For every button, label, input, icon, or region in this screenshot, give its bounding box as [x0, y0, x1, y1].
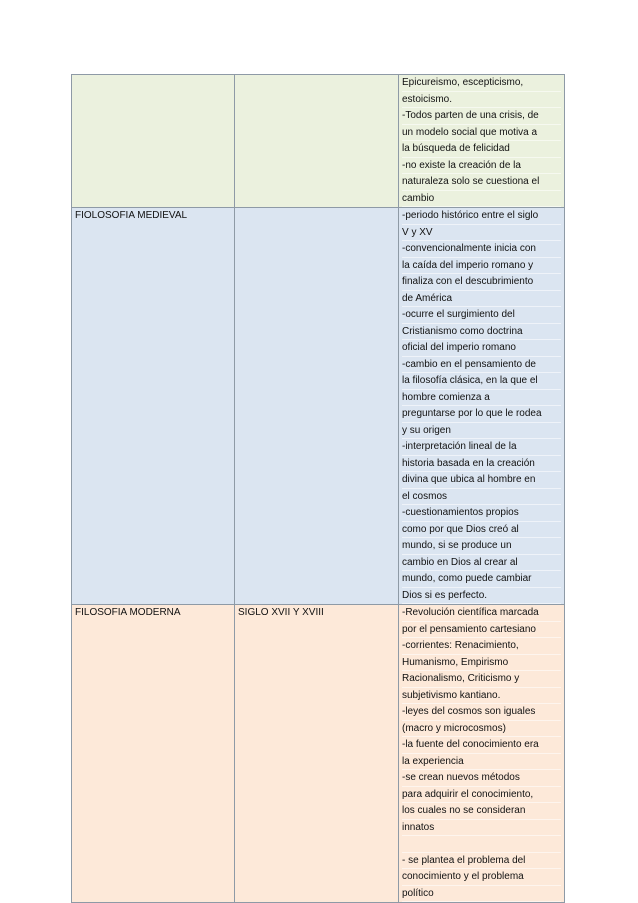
description-line: -Todos parten de una crisis, de [402, 108, 561, 125]
description-line: conocimiento y el problema [402, 869, 561, 886]
era-cell [235, 208, 399, 605]
description-line: un modelo social que motiva a [402, 125, 561, 142]
description-line: hombre comienza a [402, 390, 561, 407]
description-line: -interpretación lineal de la [402, 439, 561, 456]
description-line: la experiencia [402, 754, 561, 771]
description-line: Humanismo, Empirismo [402, 655, 561, 672]
description-line: - se plantea el problema del [402, 853, 561, 870]
description-line: cambio en Dios al crear al [402, 555, 561, 572]
description-line: mundo, si se produce un [402, 538, 561, 555]
description-line: los cuales no se consideran [402, 803, 561, 820]
period-cell: FILOSOFIA MODERNA [72, 605, 235, 903]
description-line [402, 836, 561, 853]
description-line: estoicismo. [402, 92, 561, 109]
description-line: Epicureismo, escepticismo, [402, 75, 561, 92]
period-cell: FIOLOSOFIA MEDIEVAL [72, 208, 235, 605]
description-line: la búsqueda de felicidad [402, 141, 561, 158]
description-line: por el pensamiento cartesiano [402, 622, 561, 639]
description-line: naturaleza solo se cuestiona el [402, 174, 561, 191]
table-row-antigua [72, 75, 565, 208]
description-line: -la fuente del conocimiento era [402, 737, 561, 754]
table-row-moderna [72, 605, 565, 903]
description-line: -convencionalmente inicia con [402, 241, 561, 258]
description-line: la caída del imperio romano y [402, 258, 561, 275]
description-cell [399, 208, 565, 605]
description-line: subjetivismo kantiano. [402, 688, 561, 705]
description-line: -corrientes: Renacimiento, [402, 638, 561, 655]
description-line: cambio [402, 191, 561, 208]
description-line: Cristianismo como doctrina [402, 324, 561, 341]
description-line: para adquirir el conocimiento, [402, 787, 561, 804]
description-line: preguntarse por lo que le rodea [402, 406, 561, 423]
philosophy-table [71, 74, 565, 903]
description-line: V y XV [402, 225, 561, 242]
description-line: (macro y microcosmos) [402, 721, 561, 738]
description-line: -cambio en el pensamiento de [402, 357, 561, 374]
description-line: como por que Dios creó al [402, 522, 561, 539]
description-line: -cuestionamientos propios [402, 505, 561, 522]
description-line: de América [402, 291, 561, 308]
description-cell [399, 75, 565, 208]
description-line: -leyes del cosmos son iguales [402, 704, 561, 721]
description-line: oficial del imperio romano [402, 340, 561, 357]
description-line: la filosofía clásica, en la que el [402, 373, 561, 390]
description-line: -ocurre el surgimiento del [402, 307, 561, 324]
description-cell [399, 605, 565, 903]
era-cell [235, 75, 399, 208]
description-line: -Revolución científica marcada [402, 605, 561, 622]
description-line: mundo, como puede cambiar [402, 571, 561, 588]
description-line: -se crean nuevos métodos [402, 770, 561, 787]
description-line: Dios si es perfecto. [402, 588, 561, 605]
table-body [72, 75, 565, 903]
description-line: -no existe la creación de la [402, 158, 561, 175]
description-line: divina que ubica al hombre en [402, 472, 561, 489]
description-line: innatos [402, 820, 561, 837]
description-line: el cosmos [402, 489, 561, 506]
period-cell [72, 75, 235, 208]
description-line: Racionalismo, Criticismo y [402, 671, 561, 688]
description-line: y su origen [402, 423, 561, 440]
description-line: -periodo histórico entre el siglo [402, 208, 561, 225]
table-row-medieval [72, 208, 565, 605]
era-cell: SIGLO XVII Y XVIII [235, 605, 399, 903]
description-line: finaliza con el descubrimiento [402, 274, 561, 291]
description-line: político [402, 886, 561, 903]
description-line: historia basada en la creación [402, 456, 561, 473]
